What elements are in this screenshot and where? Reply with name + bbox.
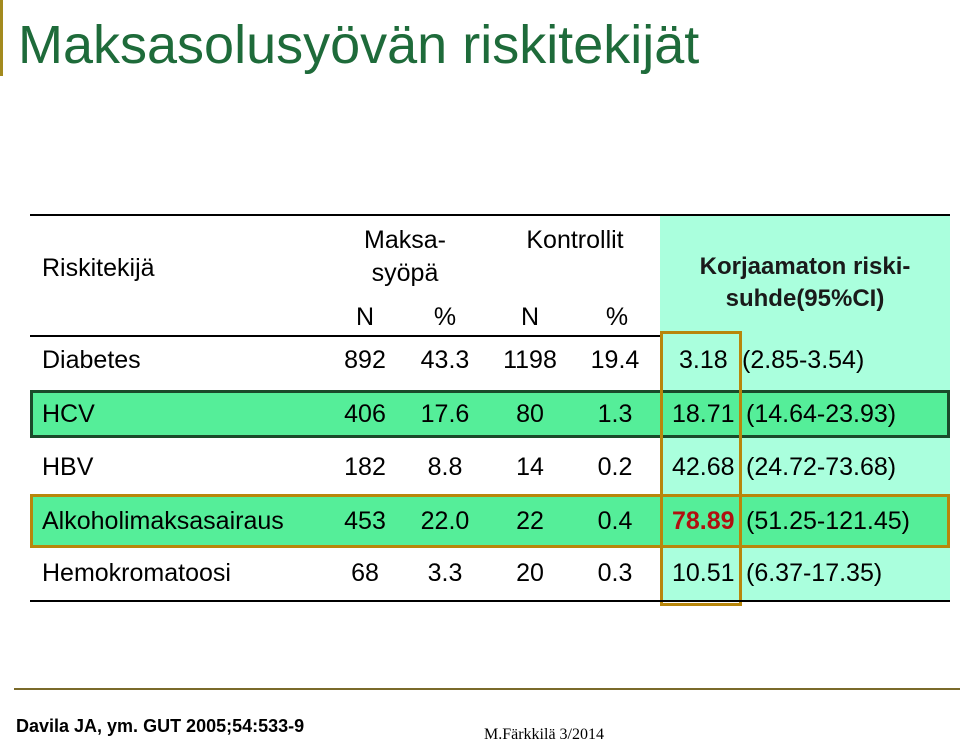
header-controls: Kontrollit bbox=[526, 226, 624, 254]
row-p1: 22.0 bbox=[420, 507, 470, 535]
row-p1: 3.3 bbox=[427, 559, 463, 587]
row-n1: 182 bbox=[344, 453, 386, 481]
footer-divider bbox=[14, 688, 960, 690]
row-or-highlighted: 78.89 bbox=[672, 507, 735, 535]
row-n1: 892 bbox=[344, 346, 386, 374]
row-factor: HBV bbox=[42, 453, 94, 481]
row-n2: 1198 bbox=[503, 346, 557, 374]
row-p1: 43.3 bbox=[420, 346, 470, 374]
row-p1: 8.8 bbox=[427, 453, 463, 481]
header-ci-line2: suhde(95%CI) bbox=[725, 285, 885, 312]
slide-title: Maksasolusyövän riskitekijät bbox=[18, 15, 700, 75]
row-factor: Hemokromatoosi bbox=[42, 559, 231, 587]
row-p2: 0.2 bbox=[597, 453, 633, 481]
row-factor: Alkoholimaksasairaus bbox=[42, 507, 284, 535]
row-n2: 14 bbox=[516, 453, 544, 481]
author-credit: M.Färkkilä 3/2014 bbox=[484, 726, 604, 743]
header-cancer-line1: Maksa- bbox=[364, 226, 446, 254]
row-or: 42.68 bbox=[672, 453, 735, 481]
row-p1: 17.6 bbox=[420, 400, 470, 428]
table-top-rule bbox=[30, 214, 950, 216]
source-citation: Davila JA, ym. GUT 2005;54:533-9 bbox=[16, 716, 305, 736]
row-n2: 22 bbox=[516, 507, 544, 535]
row-ci: (14.64-23.93) bbox=[746, 400, 897, 428]
table-bottom-rule bbox=[30, 600, 950, 602]
row-factor: HCV bbox=[42, 400, 95, 428]
row-p2: 0.3 bbox=[597, 559, 633, 587]
row-n1: 68 bbox=[351, 559, 379, 587]
header-risk-factor: Riskitekijä bbox=[42, 254, 155, 282]
row-ci: (2.85-3.54) bbox=[742, 346, 865, 374]
row-p2: 19.4 bbox=[590, 346, 640, 374]
header-cancer-line2: syöpä bbox=[371, 259, 439, 287]
row-n1: 453 bbox=[344, 507, 386, 535]
header-n2: N bbox=[520, 303, 540, 331]
row-or: 10.51 bbox=[672, 559, 735, 587]
row-ci: (24.72-73.68) bbox=[746, 453, 897, 481]
row-p2: 1.3 bbox=[597, 400, 633, 428]
row-or: 18.71 bbox=[672, 400, 735, 428]
row-n2: 20 bbox=[516, 559, 544, 587]
row-n2: 80 bbox=[516, 400, 544, 428]
row-ci: (51.25-121.45) bbox=[746, 507, 911, 535]
corner-accent-bar bbox=[0, 0, 3, 76]
header-ci-line1: Korjaamaton riski- bbox=[699, 253, 911, 280]
row-factor: Diabetes bbox=[42, 346, 141, 374]
row-or: 3.18 bbox=[679, 346, 728, 374]
header-pct2: % bbox=[605, 303, 629, 331]
row-p2: 0.4 bbox=[597, 507, 633, 535]
header-pct1: % bbox=[433, 303, 457, 331]
row-n1: 406 bbox=[344, 400, 386, 428]
row-ci: (6.37-17.35) bbox=[746, 559, 883, 587]
header-bottom-rule bbox=[30, 335, 660, 337]
header-n1: N bbox=[355, 303, 375, 331]
